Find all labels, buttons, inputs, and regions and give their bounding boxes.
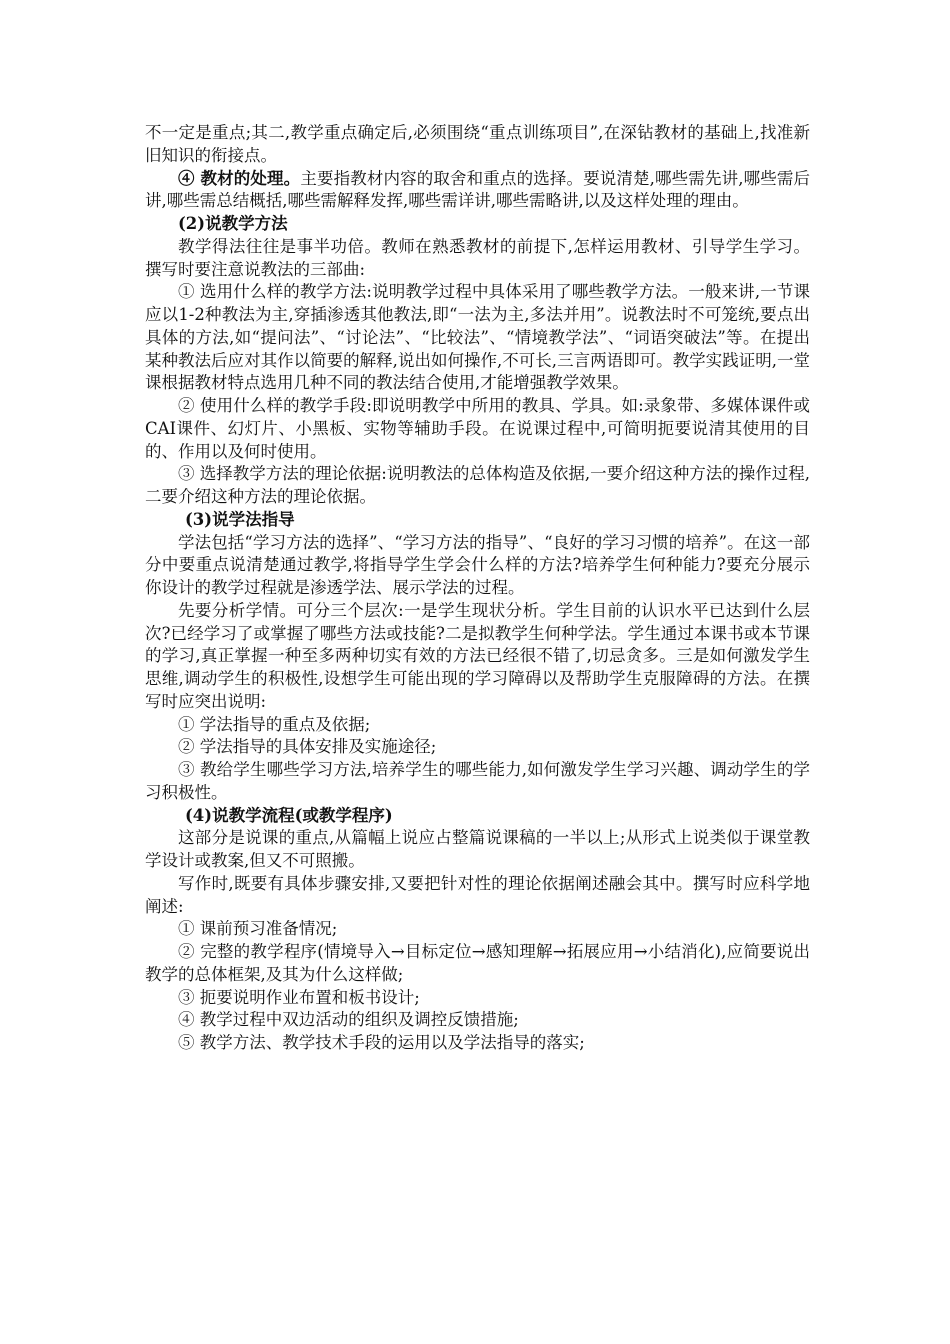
paragraph: [145, 168, 810, 214]
paragraph: ③ 选择教学方法的理论依据:说明教法的总体构造及依据,一要介绍这种方法的操作过程,二要介绍这种方法的理论依据。: [145, 464, 810, 506]
section-heading-learning-guidance: (3)说学法指导: [185, 509, 295, 529]
paragraph: 教学得法往往是事半功倍。教师在熟悉教材的前提下,怎样运用教材、引导学生学习。撰写时要注意说教法的三部曲:: [145, 236, 810, 279]
list-item: ③ 教给学生哪些学习方法,培养学生的哪些能力,如何激发学生学习兴趣、调动学生的学习积极性。: [145, 760, 810, 802]
paragraph: 不一定是重点;其二,教学重点确定后,必须围绕“重点训练项目”,在深钻教材的基础上,找准新旧知识的衔接点。: [145, 123, 810, 165]
list-item: ④ 教学过程中双边活动的组织及调控反馈措施;: [178, 1010, 519, 1030]
paragraph: 这部分是说课的重点,从篇幅上说应占整篇说课稿的一半以上;从形式上说类似于课堂教学设计或教案,但又不可照搬。: [145, 828, 810, 870]
paragraph: 写作时,既要有具体步骤安排,又要把针对性的理论依据阐述融会其中。撰写时应科学地阐述:: [145, 873, 810, 916]
paragraph: ① 选用什么样的教学方法:说明教学过程中具体采用了哪些教学方法。一般来讲,一节课应以1-2种教法为主,穿插渗透其他教法,即“一法为主,多法并用”。说教法时不可笼统,要点出具体的方法,如“提问法”、“讨论法”、“比较法”、“情境教学法”、“词语突破法”等。在提出某种教法后应对其作以简要的解释,说出如何操作,不可长,三言两语即可。教学实践证明,一堂课根据教材特点选用几种不同的教法结合使用,才能增强教学效果。: [145, 282, 810, 393]
list-item: ① 学法指导的重点及依据;: [178, 714, 371, 734]
paragraph: ② 使用什么样的教学手段:即说明教学中所用的教具、学具。如:录象带、多媒体课件或CAI课件、幻灯片、小黑板、实物等辅助手段。在说课过程中,可简明扼要说清其使用的目的、作用以及何时使用。: [145, 396, 810, 461]
list-item: ② 学法指导的具体安排及实施途径;: [178, 737, 437, 757]
paragraph-text: 主要指教材内容的取舍和重点的选择。要说清楚,哪些需先讲,哪些需后讲,哪些需总结概括,哪些需解释发挥,哪些需详讲,哪些需略讲,以及这样处理的理由。: [145, 168, 810, 211]
paragraph: 先要分析学情。可分三个层次:一是学生现状分析。学生目前的认识水平已达到什么层次?已经学习了或掌握了哪些方法或技能?二是拟教学生何种学法。学生通过本课书或本节课的学习,真正掌握一种至多两种切实有效的方法已经很不错了,切忌贪多。三是如何激发学生思维,调动学生的积极性,设想学生可能出现的学习障碍以及帮助学生克服障碍的方法。在撰写时应突出说明:: [145, 600, 810, 711]
paragraph-lead: ④ 教材的处理。: [178, 168, 301, 188]
paragraph: 学法包括“学习方法的选择”、“学习方法的指导”、“良好的学习习惯的培养”。在这一部分中要重点说清楚通过教学,将指导学生学会什么样的方法?培养学生何种能力?要充分展示你设计的教学过程就是渗透学法、展示学法的过程。: [145, 532, 810, 597]
list-item: ① 课前预习准备情况;: [178, 919, 338, 939]
list-item: ③ 扼要说明作业布置和板书设计;: [178, 987, 420, 1007]
section-heading-teaching-methods: (2)说教学方法: [178, 214, 288, 233]
document-body: [145, 122, 810, 1055]
list-item: ② 完整的教学程序(情境导入→目标定位→感知理解→拓展应用→小结消化),应简要说出教学的总体框架,及其为什么这样做;: [145, 942, 810, 984]
list-item: ⑤ 教学方法、教学技术手段的运用以及学法指导的落实;: [178, 1033, 585, 1052]
section-heading-teaching-flow: (4)说教学流程(或教学程序): [185, 805, 393, 825]
